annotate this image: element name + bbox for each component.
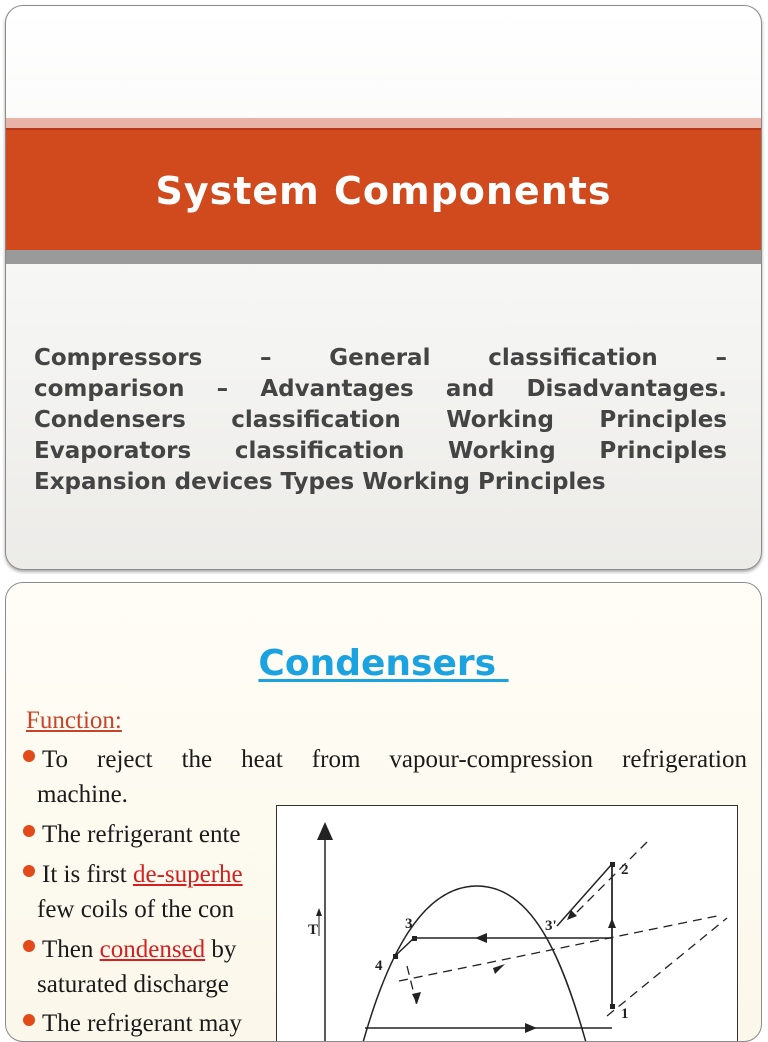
- axis-arrow-icon: [317, 822, 333, 840]
- bullet-item: [23, 1010, 242, 1038]
- subtitle-line: comparison – Advantages and Disadvantages.: [34, 376, 727, 402]
- bullet-word: reject: [97, 746, 153, 773]
- subtitle-line: Expansion devices Types Working Principles: [34, 469, 606, 495]
- t-arrow-icon: [316, 908, 322, 916]
- bullet-item: [23, 821, 241, 849]
- bullet-text: It is first: [42, 861, 133, 888]
- bullet-word: vapour-compression: [389, 746, 594, 773]
- bullet-dot-icon: [23, 1014, 35, 1026]
- bullet-dot-icon: [23, 865, 35, 877]
- subtitle-line: Condensers classification Working Principles: [34, 407, 727, 433]
- highlight-term: de-superhe: [132, 861, 243, 888]
- point-label: 3: [405, 916, 413, 932]
- slide-condensers: [5, 582, 762, 1042]
- slide-system-components: [5, 5, 762, 570]
- point-label: 4: [375, 958, 383, 974]
- bullet-continuation: few coils of the con: [37, 896, 235, 923]
- saturation-dome: [362, 886, 587, 1042]
- bullet-continuation: machine.: [37, 781, 128, 808]
- bullet-dot-icon: [23, 750, 35, 762]
- bullet-dot-icon: [23, 940, 35, 952]
- bullet-continuation: saturated discharge: [37, 971, 229, 998]
- bullet-word: heat: [241, 746, 283, 773]
- bullet-text: The refrigerant ente: [42, 821, 241, 848]
- point-label: 2: [621, 862, 629, 878]
- bullet-item: [23, 861, 243, 889]
- bullet-item: [23, 746, 747, 774]
- bullet-item: [23, 936, 236, 964]
- ts-diagram: [276, 805, 738, 1042]
- bullet-dot-icon: [23, 825, 35, 837]
- accent-bar-bottom: [6, 250, 761, 264]
- ts-diagram-svg: [277, 806, 737, 1042]
- bullet-text: by: [205, 936, 237, 963]
- slide-title: System Components: [155, 169, 612, 213]
- slide-subtitle: [34, 343, 727, 498]
- bullet-word: the: [181, 746, 213, 773]
- point-label: 1: [621, 1006, 629, 1022]
- bullet-text: Then: [42, 936, 100, 963]
- subtitle-line: Evaporators classification Working Principles: [34, 438, 727, 464]
- axis-label-t: T: [308, 922, 319, 938]
- bullet-word: refrigeration: [622, 746, 747, 773]
- bullet-word: from: [311, 746, 361, 773]
- accent-bar-top: [6, 118, 761, 128]
- subtitle-line: Compressors – General classification –: [34, 345, 727, 371]
- condensers-title: Condensers: [258, 643, 509, 684]
- point-label: 3': [545, 918, 557, 934]
- function-label: Function:: [26, 707, 122, 734]
- bullet-text: The refrigerant may: [42, 1010, 242, 1037]
- bullet-word: To: [42, 746, 69, 773]
- highlight-term: condensed: [99, 936, 206, 963]
